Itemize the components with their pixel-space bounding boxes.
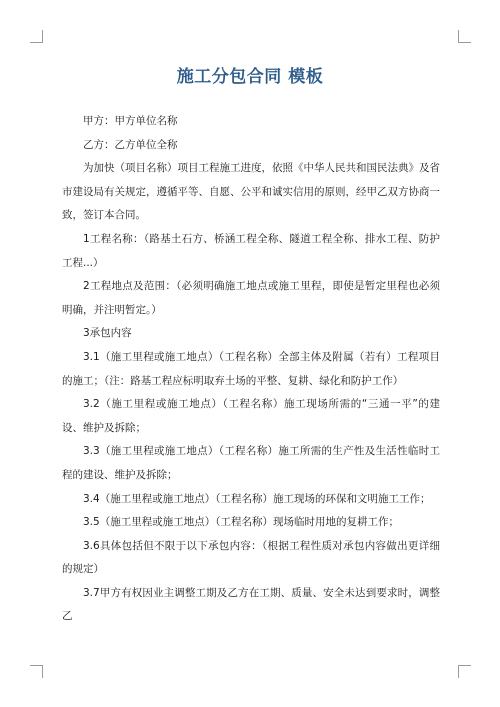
party-a-line: 甲方：甲方单位名称 xyxy=(83,115,178,127)
party-b-line: 乙方：乙方单位全称 xyxy=(83,138,178,151)
clause-3-1: 3.1（施工里程或施工地点）（工程名称）全部主体及附属（若有）工程项目的施工；（注：路基工程应标明取弃土场的平整、复耕、绿化和防护工作） xyxy=(62,350,440,387)
clause-3-4: 3.4（施工里程或施工地点）（工程名称）施工现场的环保和文明施工工作； xyxy=(83,492,431,505)
clause-2-location-scope: 2工程地点及范围：（必须明确施工地点或施工里程，即使是暂定里程也必须明确，并注明暂定。） xyxy=(62,280,440,316)
clause-3-6: 3.6具体包括但不限于以下承包内容：（根据工程性质对承包内容做出更详细的规定） xyxy=(62,539,440,576)
clause-3-7: 3.7甲方有权因业主调整工期及乙方在工期、质量、安全未达到要求时，调整乙 xyxy=(62,586,440,623)
preamble-paragraph: 为加快（项目名称）项目工程施工进度，依照《中华人民共和国民法典》及省市建设局有关规定，遵循平等、自愿、公平和诚实信用的原则，经甲乙双方协商一致，签订本合同。 xyxy=(62,162,440,222)
clause-3-2: 3.2（施工里程或施工地点）（工程名称）施工现场所需的“三通一平”的建设、维护及拆除； xyxy=(62,398,440,434)
page-corner-mark-top-right xyxy=(458,30,471,43)
clause-1-project-name: 1工程名称：（路基土石方、桥涵工程全称、隧道工程全称、排水工程、防护工程...） xyxy=(62,232,440,269)
clause-3-contract-content: 3承包内容 xyxy=(83,327,132,340)
document-body xyxy=(62,110,440,629)
page-corner-mark-bottom-right xyxy=(458,665,471,678)
document-title: 施工分包合同 模板 xyxy=(176,67,324,87)
page-corner-mark-top-left xyxy=(30,30,43,43)
clause-3-5: 3.5（施工里程或施工地点）（工程名称）现场临时用地的复耕工作； xyxy=(83,516,399,529)
page-corner-mark-bottom-left xyxy=(30,665,43,678)
clause-3-3: 3.3（施工里程或施工地点）（工程名称）施工所需的生产性及生活性临时工程的建设、维护及拆除； xyxy=(62,445,440,481)
